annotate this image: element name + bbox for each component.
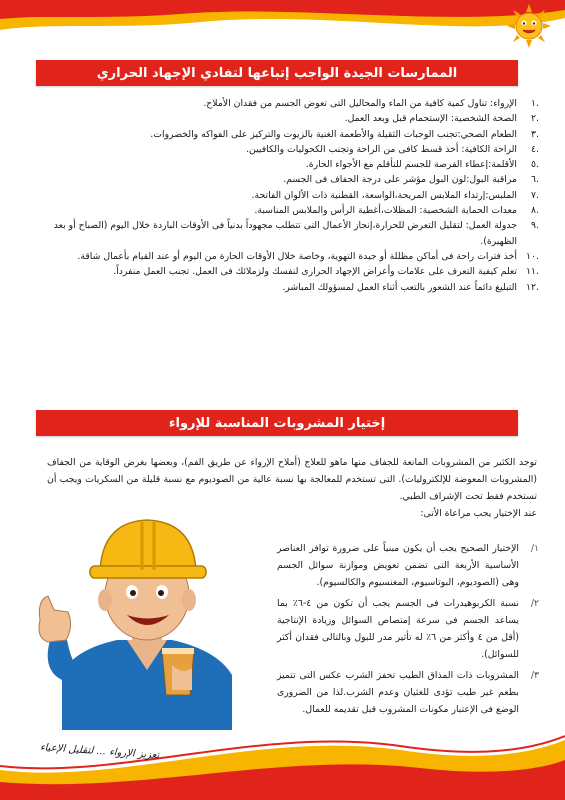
item-text: الراحة الكافية: أخذ قسط كافى من الراحة وتجنب الكحوليات والكافيين. (246, 143, 517, 155)
list-item (39, 249, 539, 264)
list-item (39, 96, 539, 111)
item-number: .١٢ (526, 281, 539, 293)
item-text: الإرواء: تناول كمية كافية من الماء والمحاليل التى تعوض الجسم من فقدان الأملاح. (203, 98, 517, 109)
item-text: معدات الحماية الشخصية: المظلات،أغطية الرأس والملابس المناسبة. (254, 205, 517, 217)
list-item (39, 218, 539, 249)
item-number: .١ (531, 98, 539, 109)
item-text: مراقبة البول:لون البول مؤشر على درجة الجفاف فى الجسم. (283, 174, 517, 186)
list-item (39, 111, 539, 126)
item-number: .٦ (531, 174, 539, 186)
item-text: الملبس:إرتداء الملابس المريحة،الواسعة، القطنية ذات الألوان الفاتحة. (251, 189, 517, 201)
item-number: ٢/ (530, 598, 539, 609)
list-item (277, 595, 539, 663)
item-number: ٣/ (530, 670, 539, 681)
intro-paragraph: توجد الكثير من المشروبات المانعة للجفاف منها ماهو للعلاج (أملاح الإرواء عن طريق الفم)، وبعضها بغرض الوقاية من الجفاف (المشروبات المعوضة للإلكتروليات). التى تستخدم للمعالجة بها نسبة عالية من الصوديوم مع نسبة قليلة من السكريات ويجب أن تستخدم فقط تحت الإشراف الطبي. (47, 457, 537, 502)
section-title-text: إختيار المشروبات المناسبة للإرواء (168, 415, 386, 431)
practices-list (39, 96, 539, 295)
item-text: جدولة العمل: لتقليل التعرض للحرارة،إنجاز الأعمال التى تتطلب مجهوداً بدنياً فى الأوقات الباردة خلال اليوم (الصباح أو بعد الظهيرة). (53, 220, 517, 247)
item-text: تعلم كيفية التعرف على علامات وأعراض الإجهاد الحرارى لنفسك ولزملائك فى العمل. تجنب العمل منفرداً. (113, 266, 517, 278)
list-item (39, 142, 539, 157)
section-title-hydration-drinks (36, 410, 518, 436)
item-text: الصحة الشخصية: الإستحمام قبل وبعد العمل. (344, 113, 517, 125)
list-item (39, 157, 539, 172)
item-text: الإختيار الصحيح يجب أن يكون مبنياً على ضرورة توافر العناصر الأساسية الأربعة التى تضمن تعويض وموازنة سوائل الجسم وهى (الصوديوم، البوتاسيوم، المغنسيوم والكالسيوم). (277, 543, 519, 588)
list-item (39, 280, 539, 295)
item-number: .٥ (531, 159, 539, 171)
item-number: .٣ (531, 128, 539, 140)
list-item (39, 188, 539, 203)
item-number: .٩ (531, 220, 539, 232)
item-number: .١٠ (526, 250, 539, 262)
item-number: ١/ (530, 543, 539, 554)
list-item (277, 540, 539, 591)
item-number: .١١ (526, 266, 539, 278)
item-text: التبليغ دائماً عند الشعور بالتعب أثناء العمل لمسؤولك المباشر. (282, 281, 517, 293)
item-text: المشروبات ذات المذاق الطيب تحفز الشرب عكس التى تتميز بطعم غير طيب تؤدى للغثيان وعدم الشرب.لذا من الضرورى الوضع فى الإعتبار مكونات المشروب قبل تقديمه للعمال. (277, 670, 519, 715)
selection-note: عند الإختيار يجب مراعاة الأتى: (420, 508, 537, 519)
item-number: .٧ (531, 189, 539, 201)
slogan-text: تعزيز الإرواء ... لتقليل الإعياء (39, 742, 160, 762)
list-item (39, 203, 539, 218)
item-number: .٤ (531, 143, 539, 155)
section-title-heat-stress-practices (36, 60, 518, 86)
item-text: أخذ فترات راحة فى أماكن مظللة أو جيدة التهوية، وخاصة خلال الأوقات الحارة من اليوم أو عند القيام بأعمال شاقة. (77, 250, 517, 262)
item-text: الطعام الصحي:تجنب الوجبات الثقيلة والأطعمة الغنية بالزيوت والتركيز على الفواكه والخضروات. (150, 128, 517, 140)
section-title-text: الممارسات الجيدة الواجب إتباعها لتفادي الإجهاد الحراري (96, 65, 458, 81)
list-item (39, 127, 539, 142)
item-text: نسبة الكربوهيدرات فى الجسم يجب أن تكون من ٤-٦٪ بما يساعد الجسم فى سرعة إمتصاص السوائل وزيادة الإنتاجية (أقل من ٤ وأكثر من ٦٪ له تأثير مدر للبول وبالتالى فقدان أكثر للسوائل). (277, 598, 520, 660)
list-item (39, 264, 539, 279)
item-number: .٨ (531, 205, 539, 217)
item-number: .٢ (531, 113, 539, 125)
sun-icon (507, 4, 551, 48)
item-text: الأقلمة:إعطاء الفرصة للجسم للتأقلم مع الأجواء الحارة. (305, 159, 517, 171)
list-item (39, 172, 539, 187)
